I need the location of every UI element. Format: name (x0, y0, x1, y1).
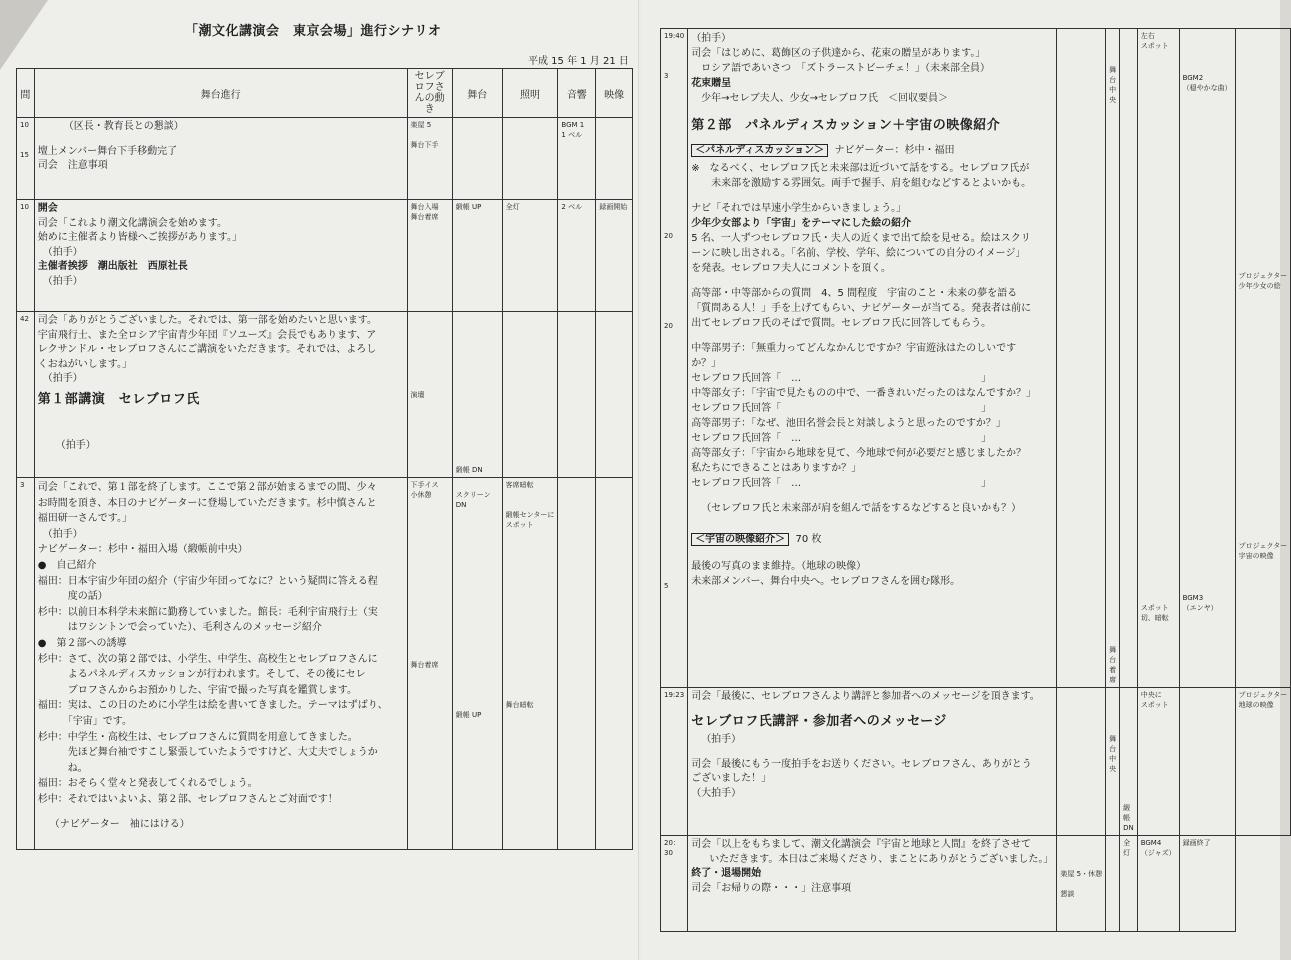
text-line: レクサンドル・セレブロフさんにご講演をいただきます。それでは、よろし (37, 344, 377, 355)
text-line: ナビ「それでは早速小学生からいきましょう。」 (691, 203, 907, 214)
cell-cerebrov: 楽屋 5 舞台下手 (407, 118, 452, 200)
text-line: を発表。セレブロフ夫人にコメントを頂く。 (691, 263, 891, 274)
text-line: （ナビゲーター 袖にはける） (49, 819, 190, 831)
cell-cerebrov: 演壇 (407, 312, 452, 478)
cell-cerebrov: 下手イス 小休憩 舞台着席 (407, 478, 452, 850)
cell-stage (1106, 836, 1120, 932)
text-line: 宇宙飛行士、また全ロシア宇宙青少年団『ソユーズ』会長でもあります、ア (37, 329, 377, 341)
text-line: （セレブロフ氏と未来部が肩を組んで話をするなどすると良いかも？） (701, 503, 1022, 514)
row-time: 19:23 (661, 688, 688, 836)
time-mark: 5 (664, 582, 669, 590)
text-line: （拍手） (701, 734, 742, 745)
text-line: 司会 注意事項 (37, 160, 108, 171)
text-line: 先ほど舞台袖ですこし緊張していたようですけど、大丈夫でしょうか (37, 747, 378, 759)
text-line: （拍手） (55, 440, 96, 451)
row-time: 20：30 (661, 836, 688, 932)
cell-lighting: 全灯 (502, 200, 558, 312)
cell-video: プロジェクター 地球の映像 (1235, 688, 1291, 836)
cell-lighting (502, 312, 558, 478)
text-line: 始めに主催者より皆様へご挨拶があります。」 (37, 232, 242, 243)
section-heading: セレブロフ氏講評・参加者へのメッセージ (691, 713, 947, 729)
stage-note: 舞台中央 (1109, 66, 1117, 104)
text-line: ナビゲーター：杉中・福田入場（緞帳前中央） (37, 544, 248, 556)
cell-video: 録画開始 (596, 200, 633, 312)
text-line: 司会「はじめに、葛飾区の子供達から、花束の贈呈があります。」 (691, 48, 986, 59)
table-row (17, 478, 633, 850)
text-line: 福田：おそらく堂々と発表してくれるでしょう。 (37, 778, 258, 790)
text-line: 杉中：中学生・高校生は、セレブロフさんに質問を用意してきました。 (37, 731, 358, 743)
text-line: 福田研一さんです。」 (37, 513, 132, 525)
text-line: 「質問ある人！」手を上げてもらい、ナビゲーターが当てる。発表者は前に (691, 303, 1032, 314)
cell-sound (558, 312, 596, 478)
header-lighting: 照明 (502, 69, 558, 118)
header-time: 間 (17, 69, 35, 118)
text-line: くおねがいします。」 (37, 358, 132, 370)
table-row (17, 312, 633, 478)
text-line: 高等部・中等部からの質問 4、5 間程度 宇宙のこと・未来の夢を語る (691, 288, 1018, 299)
text-line: 「宇宙」です。 (37, 715, 132, 727)
cell-video (596, 118, 633, 200)
text-line: （拍手） (37, 275, 83, 287)
cell-lighting: 中央に スポット (1137, 688, 1179, 836)
text-line: ● 自己紹介 (37, 559, 97, 571)
text-line: 花束贈呈 (691, 78, 732, 89)
cell-sound (1179, 688, 1235, 836)
row-content (688, 688, 1057, 836)
text-line: ブロフさんからお預かりした、宇宙で撮った写真を鑑賞します。 (37, 684, 357, 696)
text-line: （大拍手） (691, 787, 742, 799)
text-line: 司会「最後に、セレブロフさんより講評と参加者へのメッセージを頂きます。 (691, 691, 1040, 702)
text-line: よるパネルディスカッションが行われます。そして、その後にセレ (37, 669, 366, 681)
cell-stage (1106, 29, 1120, 688)
text-line: （拍手） (37, 528, 83, 540)
text-line: 少年少女部より「宇宙」をテーマにした絵の紹介 (691, 218, 912, 229)
row-content (34, 118, 407, 200)
sound-note: BGM2 （穏やかな曲） (1182, 74, 1232, 92)
text-line: 高等部女子：「宇宙から地球を見て、今地球で何が必要だと感じましたか？ (691, 448, 1026, 459)
table-row (661, 29, 1291, 688)
cell-cerebrov (1057, 688, 1106, 836)
video-label: ＜宇宙の映像紹介＞ (691, 533, 789, 546)
left-schedule-table (16, 68, 633, 850)
row-content (688, 29, 1057, 688)
text-line: 司会「最後にもう一度拍手をお送りください。セレブロフさん、ありがとう (691, 758, 1032, 770)
header-stage-progress: 舞台進行 (34, 69, 407, 118)
left-page (0, 0, 640, 960)
time-mark: 19:40 3 (664, 32, 685, 80)
table-row (17, 200, 633, 312)
row-time (661, 29, 688, 688)
row-time: 10 (17, 200, 35, 312)
text-line: 度の話） (37, 591, 108, 603)
video-count: 70 枚 (795, 534, 822, 545)
text-line: ーンに映し出される。「名前、学校、学年、絵についての自分のイメージ」 (691, 248, 1026, 259)
text-line: セレブロフ氏回答「 … 」 (691, 478, 992, 489)
text-line: セレブロフ氏回答「 … 」 (691, 433, 992, 444)
row-content (34, 478, 407, 850)
right-page (641, 0, 1288, 960)
table-row (661, 836, 1291, 932)
text-line: （拍手） (37, 246, 83, 258)
cell-curtain: 緞帳 DN (1120, 688, 1138, 836)
text-line: 出てセレブロフ氏のそばで質問。セレブロフ氏に回答してもらう。 (691, 318, 992, 329)
text-line: 司会「お帰りの際・・・」注意事項 (691, 882, 852, 894)
cell-lighting (502, 118, 558, 200)
row-time: 10 15 (17, 118, 35, 200)
text-line: （拍手） (37, 373, 83, 384)
text-line: 未来部メンバー、舞台中央へ。セレブロフさんを囲む隊形。 (691, 576, 961, 587)
text-line: はワシントンで会っていた）、毛利さんのメッセージ紹介 (37, 622, 322, 634)
cell-stage: 緞帳 DN (452, 312, 502, 478)
cell-video (596, 312, 633, 478)
navigator-text: ナビゲーター：杉中・福田 (834, 145, 955, 156)
text-line: 最後の写真のまま維持。（地球の映像） (691, 561, 867, 572)
table-row (661, 688, 1291, 836)
text-line: 私たちにできることはありますか？」 (691, 463, 862, 474)
text-line: 司会「これで、第１部を終了します。ここで第２部が始まるまでの間、少々 (37, 482, 377, 493)
text-line: （拍手） (691, 33, 732, 44)
text-line: 杉中：さて、次の第２部では、小学生、中学生、高校生とセレブロフさんに (37, 653, 378, 665)
table-header-row (17, 69, 633, 118)
row-content (688, 836, 1057, 932)
text-line: ※ なるべく、セレブロフ氏と未来部は近づいて話をする。セレブロフ氏が (691, 163, 1030, 174)
text-line: 福田：日本宇宙少年団の紹介（宇宙少年団ってなに？という疑問に答える程 (37, 575, 378, 587)
cell-stage: 緞帳 UP (452, 200, 502, 312)
text-line: 未来部を激励する雰囲気。両手で握手、肩を組むなどするとよいかも。 (691, 178, 1032, 189)
cell-cerebrov (1057, 29, 1106, 688)
cell-stage: スクリーン DN 緞帳 UP (452, 478, 502, 850)
text-line: 杉中：以前日本科学未来館に勤務していました。館長：毛利宇宙飛行士（実 (37, 606, 378, 618)
row-time: 42 (17, 312, 35, 478)
text-line: 中等部男子：「無重力ってどんなかんじですか？宇宙遊泳はたのしいです (691, 343, 1017, 354)
cell-video (596, 478, 633, 850)
text-line: 司会「ありがとうございました。それでは、第一部を始めたいと思います。 (37, 315, 377, 326)
text-line: セレブロフ氏回答「 … 」 (691, 373, 992, 384)
part2-heading: 第２部 パネルディスカッション＋宇宙の映像紹介 (691, 118, 1001, 133)
text-line: ございました！」 (691, 773, 772, 784)
section-heading: 第１部講演 セレブロフ氏 (37, 391, 200, 407)
cell-video (1235, 29, 1291, 688)
cell-sound (558, 478, 596, 850)
text-line: いただきます。本日はご来場くださり、まことにありがとうございました。」 (709, 853, 1054, 865)
stage-note: 舞台中央 (1109, 735, 1117, 773)
cell-sound: BGM4 （ジャズ） (1137, 836, 1179, 932)
text-line: 高等部男子：「なぜ、池田名誉会長と対談しようと思ったのですか？」 (691, 418, 1006, 429)
cell-sound: BGM 1 1 ベル (558, 118, 596, 200)
sound-note: BGM3 （エンヤ） (1182, 594, 1218, 612)
text-line: 5 名、一人ずつセレブロフ氏・夫人の近くまで出て絵を見せる。絵はスクリ (691, 233, 1031, 244)
right-schedule-table (660, 28, 1291, 932)
cell-sound: 2 ベル (558, 200, 596, 312)
text-line: 主催者挨拶 潮出版社 西原社長 (37, 261, 188, 272)
cell-lighting: 全灯 (1120, 836, 1138, 932)
text-line: ロシア語であいさつ 「ズトラーストビーチェ！」（未来部全員） (691, 63, 990, 74)
text-line: 福田：実は、この日のために小学生は絵を書いてきました。テーマはずばり、 (37, 700, 388, 712)
header-cerebrov: セレブロフさんの動き (407, 69, 452, 118)
text-line: （区長・教育長との懇談） (63, 121, 184, 132)
document-date: 平成 15 年 1 月 21 日 (528, 56, 629, 67)
text-line: か？」 (691, 358, 722, 369)
cell-video: 録画終了 (1179, 836, 1235, 932)
lighting-note: 左右 スポット (1140, 32, 1169, 50)
text-line: 司会「以上をもちまして、潮文化講演会『宇宙と地球と人間』を終了させて (691, 839, 1031, 850)
lighting-note: スポット 切、暗転 (1140, 604, 1169, 622)
header-video: 映像 (596, 69, 633, 118)
text-line: 終了・退場開始 (691, 868, 762, 879)
cell-lighting: 客席暗転 緞帳センターに スポット 舞台暗転 (502, 478, 558, 850)
text-line: ね。 (37, 762, 88, 774)
text-line: 少年→セレブ夫人、少女→セレブロフ氏 ＜回収要員＞ (691, 93, 948, 104)
row-content (34, 200, 407, 312)
cell-sound (1179, 29, 1235, 688)
text-line: 開会 (37, 203, 58, 214)
text-line: ● 第２部への誘導 (37, 637, 127, 649)
table-row (17, 118, 633, 200)
video-note: プロジェクター 少年少女の絵 (1238, 272, 1288, 290)
panel-label: ＜パネルディスカッション＞ (691, 144, 828, 157)
page-curl (0, 0, 48, 70)
header-sound: 音響 (558, 69, 596, 118)
time-mark: 20 (664, 322, 673, 330)
header-stage: 舞台 (452, 69, 502, 118)
text-line: 中等部女子：「宇宙で見たものの中で、一番きれいだったのはなんですか？」 (691, 388, 1036, 399)
text-line: 杉中：それではいよいよ、第２部、セレブロフさんとご対面です！ (37, 793, 338, 805)
cell-cerebrov: 舞台入場 舞台着席 (407, 200, 452, 312)
cell-cerebrov: 楽屋 5・休憩 懇談 (1057, 836, 1106, 932)
document-title: 「潮文化講演会 東京会場」進行シナリオ (185, 24, 442, 39)
stage-note: 舞台着席 (1109, 646, 1117, 684)
cell-lighting (1137, 29, 1179, 688)
text-line: 壇上メンバー舞台下手移動完了 (37, 145, 178, 157)
text-line: セレブロフ氏回答「 」 (691, 403, 992, 414)
video-note: プロジェクター 宇宙の映像 (1238, 542, 1288, 560)
text-line: 司会「これより潮文化講演会を始めます。 (37, 217, 227, 229)
cell-stage (452, 118, 502, 200)
cell-stage (1106, 688, 1120, 836)
row-content (34, 312, 407, 478)
time-mark: 20 (664, 232, 673, 240)
cell-empty (1120, 29, 1138, 688)
text-line: お時間を頂き、本日のナビゲーターに登場していただきます。杉中慎さんと (37, 497, 377, 509)
row-time: 3 (17, 478, 35, 850)
